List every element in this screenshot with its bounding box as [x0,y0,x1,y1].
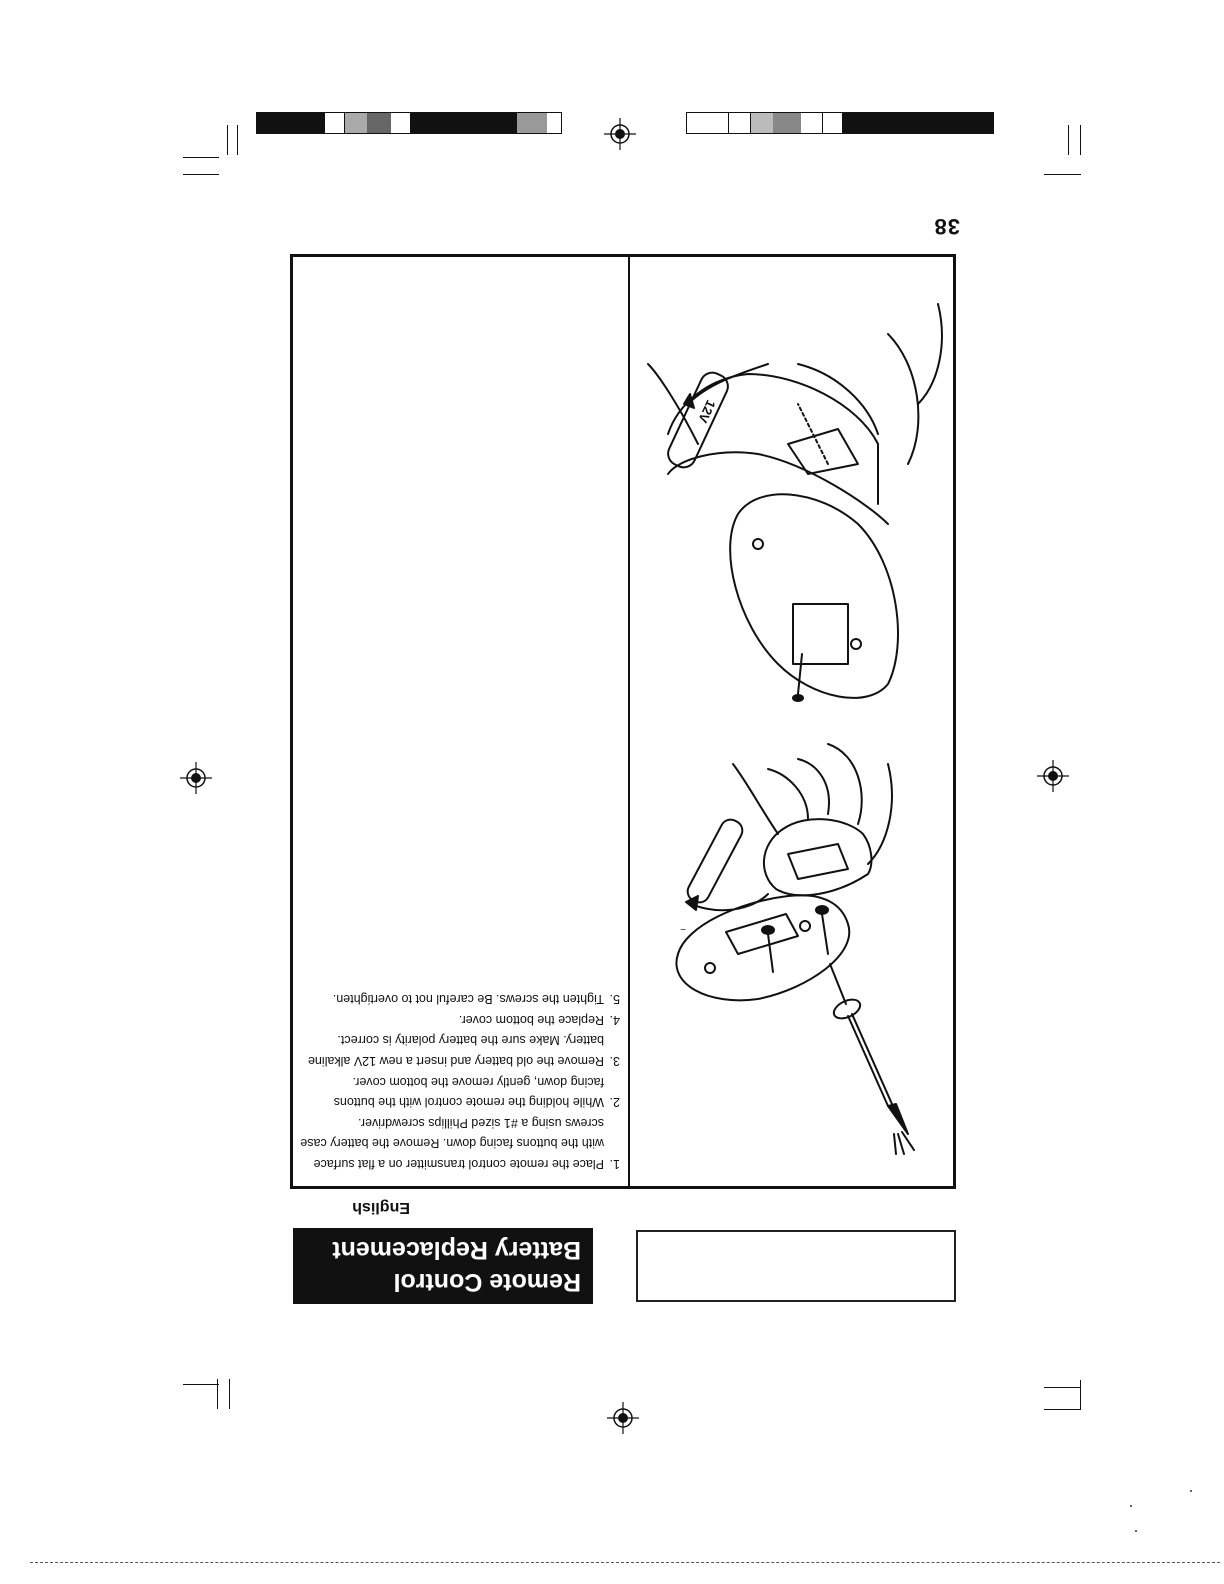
crop-mark [237,125,238,155]
svg-text:−: − [680,923,686,934]
heading-line-1: Remote Control [393,1268,581,1296]
screwdriver-icon [830,964,914,1154]
color-calibration-bar [686,112,994,134]
crop-mark [183,174,219,175]
step-text: Replace the bottom cover. [458,1012,604,1027]
step-item [300,1009,620,1030]
crop-mark [229,1379,230,1409]
step-item [300,1030,620,1071]
step-number: 4. [609,1012,620,1027]
color-calibration-bar [256,112,562,134]
battery-icon [680,816,768,934]
step-number: 2. [609,1095,620,1110]
step-number: 5. [609,992,620,1007]
heading-line-2: Battery Replacement [332,1236,581,1264]
hand-icon [733,744,892,895]
step-text: Tighten the screws. Be careful not to overtighten. [332,992,604,1007]
crop-mark [1080,125,1081,155]
step-number: 3. [609,1054,620,1069]
crop-mark [227,125,228,155]
crop-mark [183,1384,219,1385]
step-text: Place the remote control transmitter on a flat surface with the buttons facing down. Remove the battery case screws using a #1 sized Phillips screwdriver. [300,1115,604,1171]
battery-replacement-illustration [638,284,948,1164]
remote-control-icon [668,374,898,701]
crop-mark [1044,1409,1081,1410]
registration-mark-icon [604,118,636,150]
column-divider [628,256,630,1188]
crop-mark [1044,174,1081,175]
step-text: While holding the remote control with the buttons facing down, gently remove the bottom cover. [333,1074,604,1110]
registration-mark-icon [180,762,212,794]
screw-icon [762,906,828,972]
section-heading [293,1228,593,1304]
registration-mark-icon [607,1402,639,1434]
step-text: Remove the old battery and insert a new 12V alkaline battery. Make sure the battery polarity is correct. [307,1033,604,1069]
step-item [300,989,620,1010]
page-number: 38 [933,214,960,239]
instruction-steps [300,989,620,1174]
crop-mark [1080,1380,1081,1410]
crop-mark [1068,125,1069,155]
battery-icon [664,364,768,471]
step-item [300,1112,620,1174]
crop-mark [183,157,219,158]
hand-icon [648,304,942,464]
crop-mark [1044,1387,1081,1388]
registration-mark-icon [1037,760,1069,792]
battery-label: 12V [695,397,719,426]
blank-frame [636,1230,956,1302]
step-number: 1. [609,1157,620,1171]
language-label: English [352,1199,410,1216]
step-item [300,1071,620,1112]
